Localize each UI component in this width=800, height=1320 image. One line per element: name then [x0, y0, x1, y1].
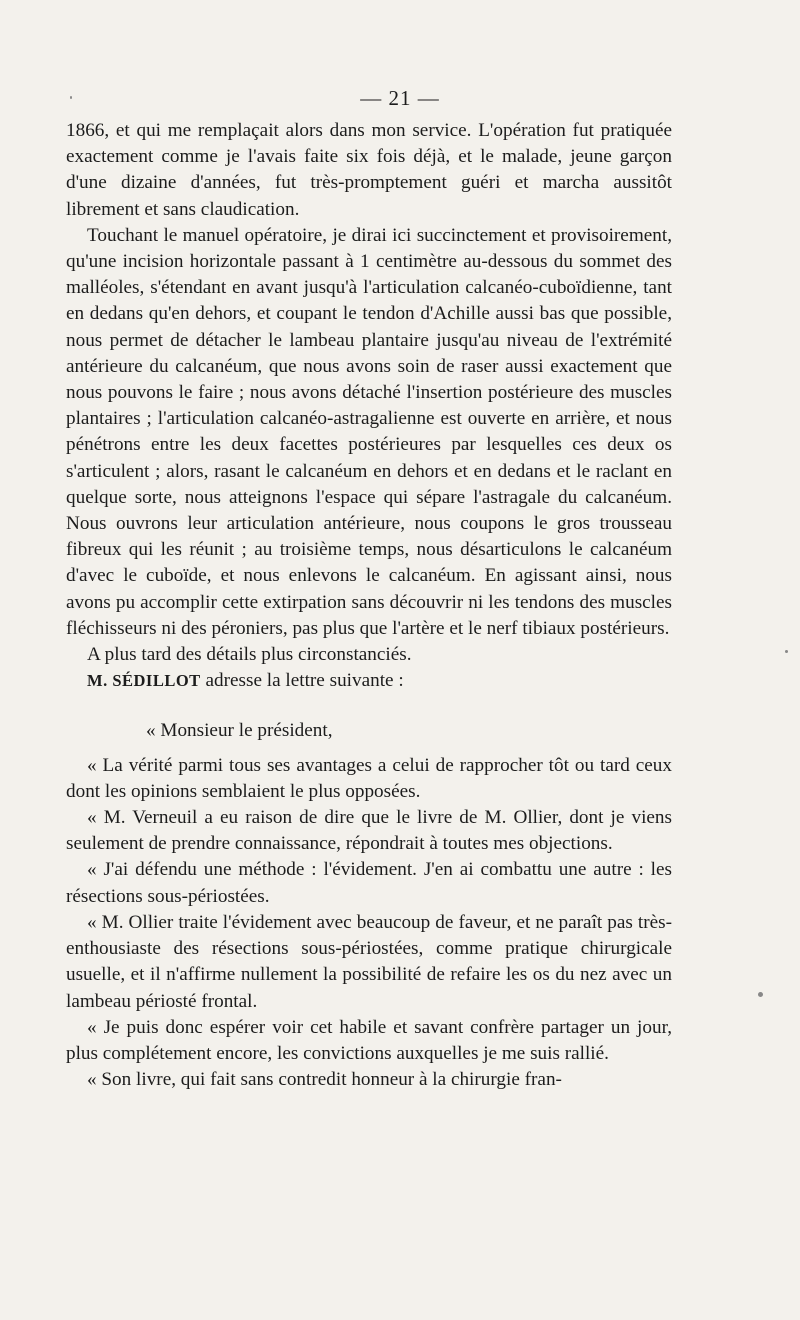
letter-salutation: « Monsieur le président, [146, 720, 333, 742]
letter-intro [66, 668, 672, 694]
letter-paragraph: « Son livre, qui fait sans contredit honneur à la chirurgie fran- [87, 1069, 562, 1091]
paper-speck [785, 650, 788, 653]
author-name: M. SÉDILLOT [87, 671, 201, 691]
letter-paragraph: « M. Ollier traite l'évidement avec beaucoup de faveur, et ne paraît pas très-enthousiaste des résections sous-périostées, comme pratique chirurgicale usuelle, et il n'affirme nullement la possibilité de refaire les os du nez avec un lambeau périosté frontal. [66, 911, 672, 1012]
paragraph: Touchant le manuel opératoire, je dirai ici succinctement et provisoirement, qu'une incision horizontale passant à 1 centimètre au-dessous du sommet des malléoles, s'étendant en avant jusqu'à l'articulation calcanéo-cuboïdienne, tant en dedans qu'en dehors, et coupant le tendon d'Achille aussi bas que possible, nous permet de détacher le lambeau plantaire jusqu'au niveau de l'extrémité antérieure du calcanéum, que nous avons soin de raser aussi exactement que nous pouvons le faire ; nous avons détaché l'insertion postérieure des muscles plantaires ; l'articulation calcanéo-astragalienne est ouverte en arrière, et nous pénétrons entre les deux facettes postérieures par lesquelles ces deux os s'articulent ; alors, rasant le calcanéum en dehors et en dedans et le raclant en quelque sorte, nous atteignons l'espace qui sépare l'astragale du calcanéum. Nous ouvrons leur articulation antérieure, nous coupons le gros trousseau fibreux qui les réunit ; au troisième temps, nous désarticulons le calcanéum d'avec le cuboïde, et nous enlevons le calcanéum. En agissant ainsi, nous avons pu accomplir cette extirpation sans découvrir ni les tendons des muscles fléchisseurs ni des péroniers, pas plus que l'artère et le nerf tibiaux postérieurs. [66, 224, 672, 639]
letter [66, 718, 672, 1093]
letter-intro-text: adresse la lettre suivante : [200, 670, 404, 692]
paper-speck [70, 96, 72, 99]
letter-paragraph: « M. Verneuil a eu raison de dire que le livre de M. Ollier, dont je viens seulement de prendre connaissance, répondrait à toutes mes objections. [66, 807, 672, 855]
paper-speck [758, 992, 763, 997]
paragraph: A plus tard des détails plus circonstanciés. [87, 644, 412, 666]
body-text [66, 118, 672, 1093]
page-number: — 21 — [360, 86, 440, 110]
paragraph: 1866, et qui me remplaçait alors dans mon service. L'opération fut pratiquée exactement comme je l'avais faite six fois déjà, et le malade, jeune garçon d'une dizaine d'années, fut très-promptement guéri et marcha aussitôt librement et sans claudication. [66, 120, 672, 220]
letter-paragraph: « J'ai défendu une méthode : l'évidement. J'en ai combattu une autre : les résections sous-périostées. [66, 859, 672, 907]
letter-paragraph: « Je puis donc espérer voir cet habile et savant confrère partager un jour, plus complétement encore, les convictions auxquelles je me suis rallié. [66, 1016, 672, 1064]
letter-paragraph: « La vérité parmi tous ses avantages a celui de rapprocher tôt ou tard ceux dont les opinions semblaient le plus opposées. [66, 754, 672, 802]
